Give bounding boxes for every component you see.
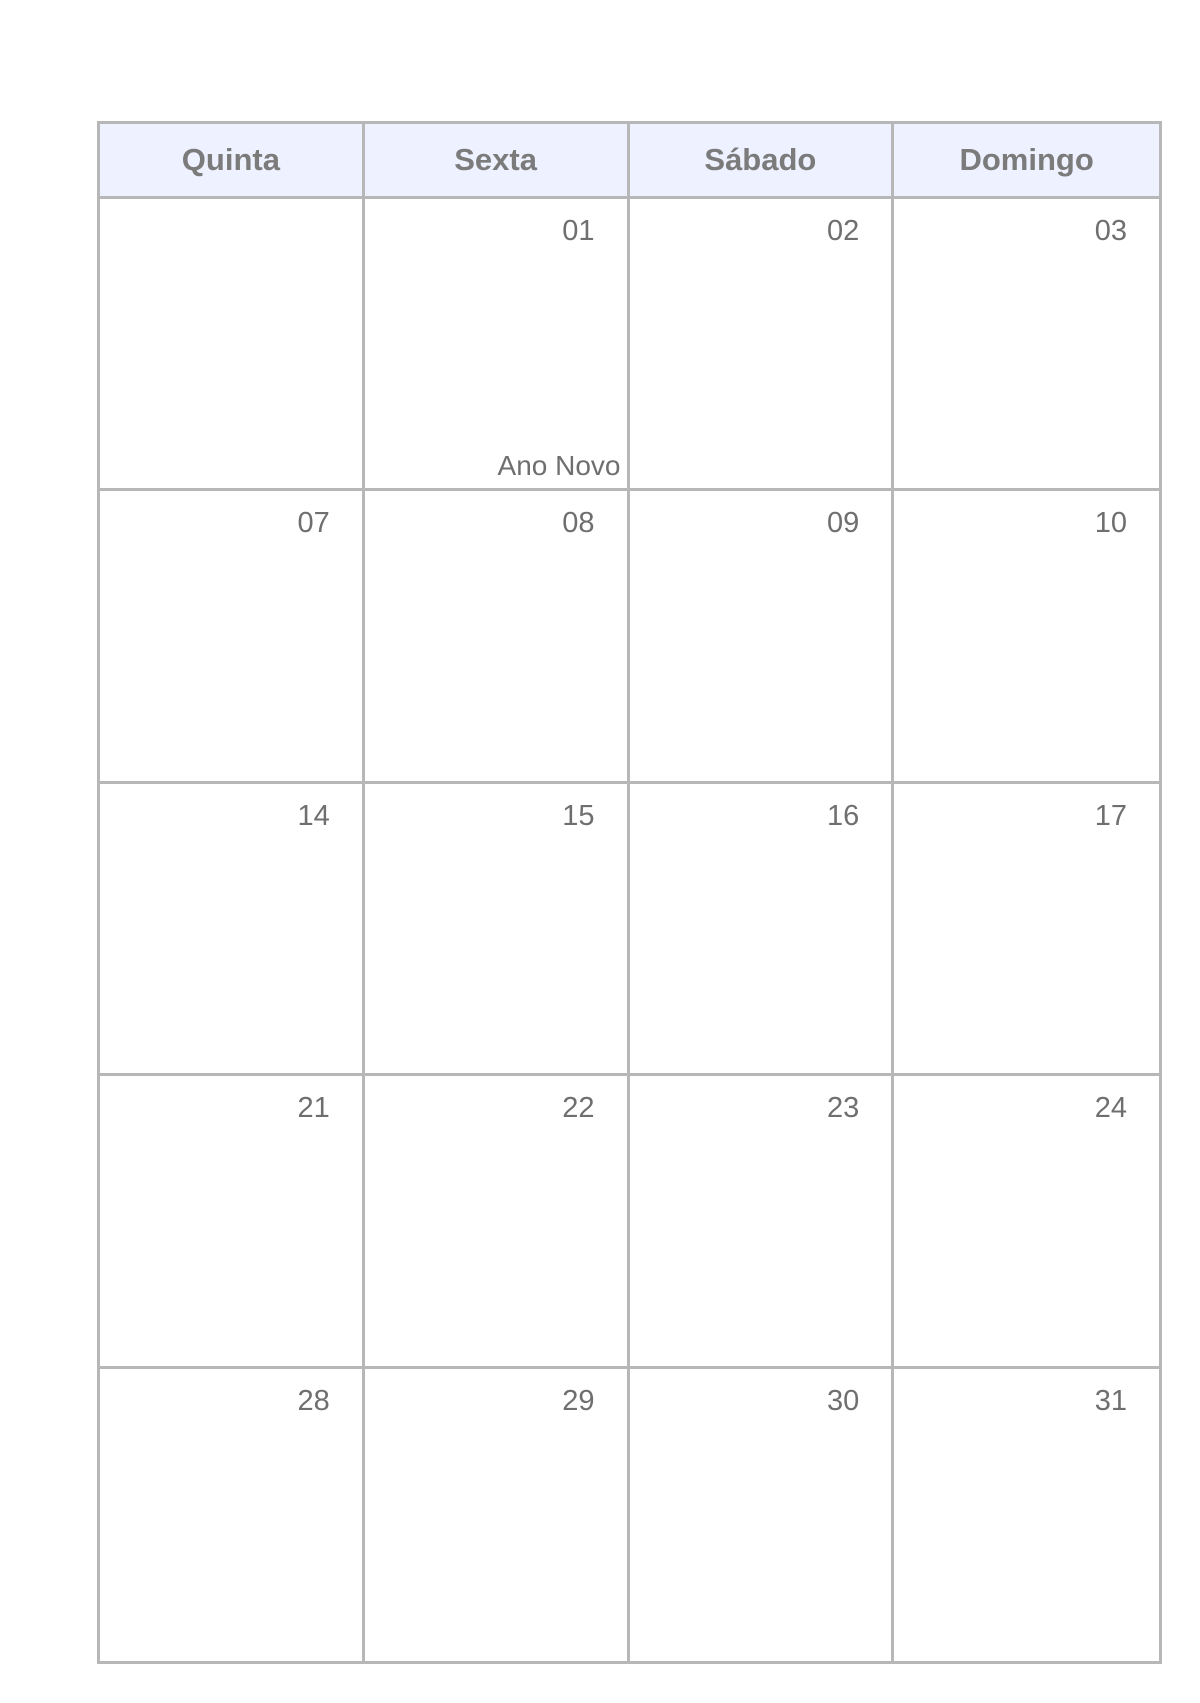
day-cell[interactable] [630,199,895,491]
day-number: 30 [826,1384,860,1417]
weekday-header: Quinta [100,124,365,199]
weekday-header: Sábado [630,124,895,199]
day-number: 01 [562,215,595,247]
day-number: 07 [297,507,330,540]
day-number: 22 [562,1092,595,1125]
day-number: 28 [297,1384,330,1417]
day-number: 29 [562,1384,595,1417]
day-number: 23 [826,1092,860,1125]
day-number: 15 [562,799,595,832]
day-cell[interactable] [365,491,630,783]
day-number: 08 [562,507,595,540]
day-number: 03 [1094,215,1127,247]
day-number: 14 [297,799,330,832]
day-cell[interactable] [894,491,1159,783]
day-number: 21 [297,1092,330,1125]
day-cell[interactable] [630,1369,895,1661]
day-cell[interactable] [365,1369,630,1661]
day-cell[interactable] [365,199,630,491]
day-number: 02 [826,215,860,247]
day-cell[interactable] [365,1076,630,1368]
day-cell[interactable] [630,491,895,783]
day-number: 31 [1094,1384,1127,1417]
weekday-header: Sexta [365,124,630,199]
weekday-header: Domingo [894,124,1159,199]
day-cell[interactable] [100,199,365,491]
day-cell[interactable] [365,784,630,1076]
day-cell[interactable] [894,1369,1159,1661]
day-cell[interactable] [100,784,365,1076]
day-cell[interactable] [630,784,895,1076]
day-cell[interactable] [894,1076,1159,1368]
day-number: 09 [826,507,860,540]
day-cell[interactable] [894,199,1159,491]
day-number: 10 [1094,507,1127,540]
day-cell[interactable] [100,1076,365,1368]
holiday-label: Ano Novo [497,450,621,482]
calendar-grid [97,121,1162,1664]
day-number: 24 [1094,1092,1127,1125]
day-cell[interactable] [894,784,1159,1076]
day-cell[interactable] [100,491,365,783]
day-cell[interactable] [100,1369,365,1661]
day-number: 16 [826,799,860,832]
day-cell[interactable] [630,1076,895,1368]
day-number: 17 [1094,799,1127,832]
